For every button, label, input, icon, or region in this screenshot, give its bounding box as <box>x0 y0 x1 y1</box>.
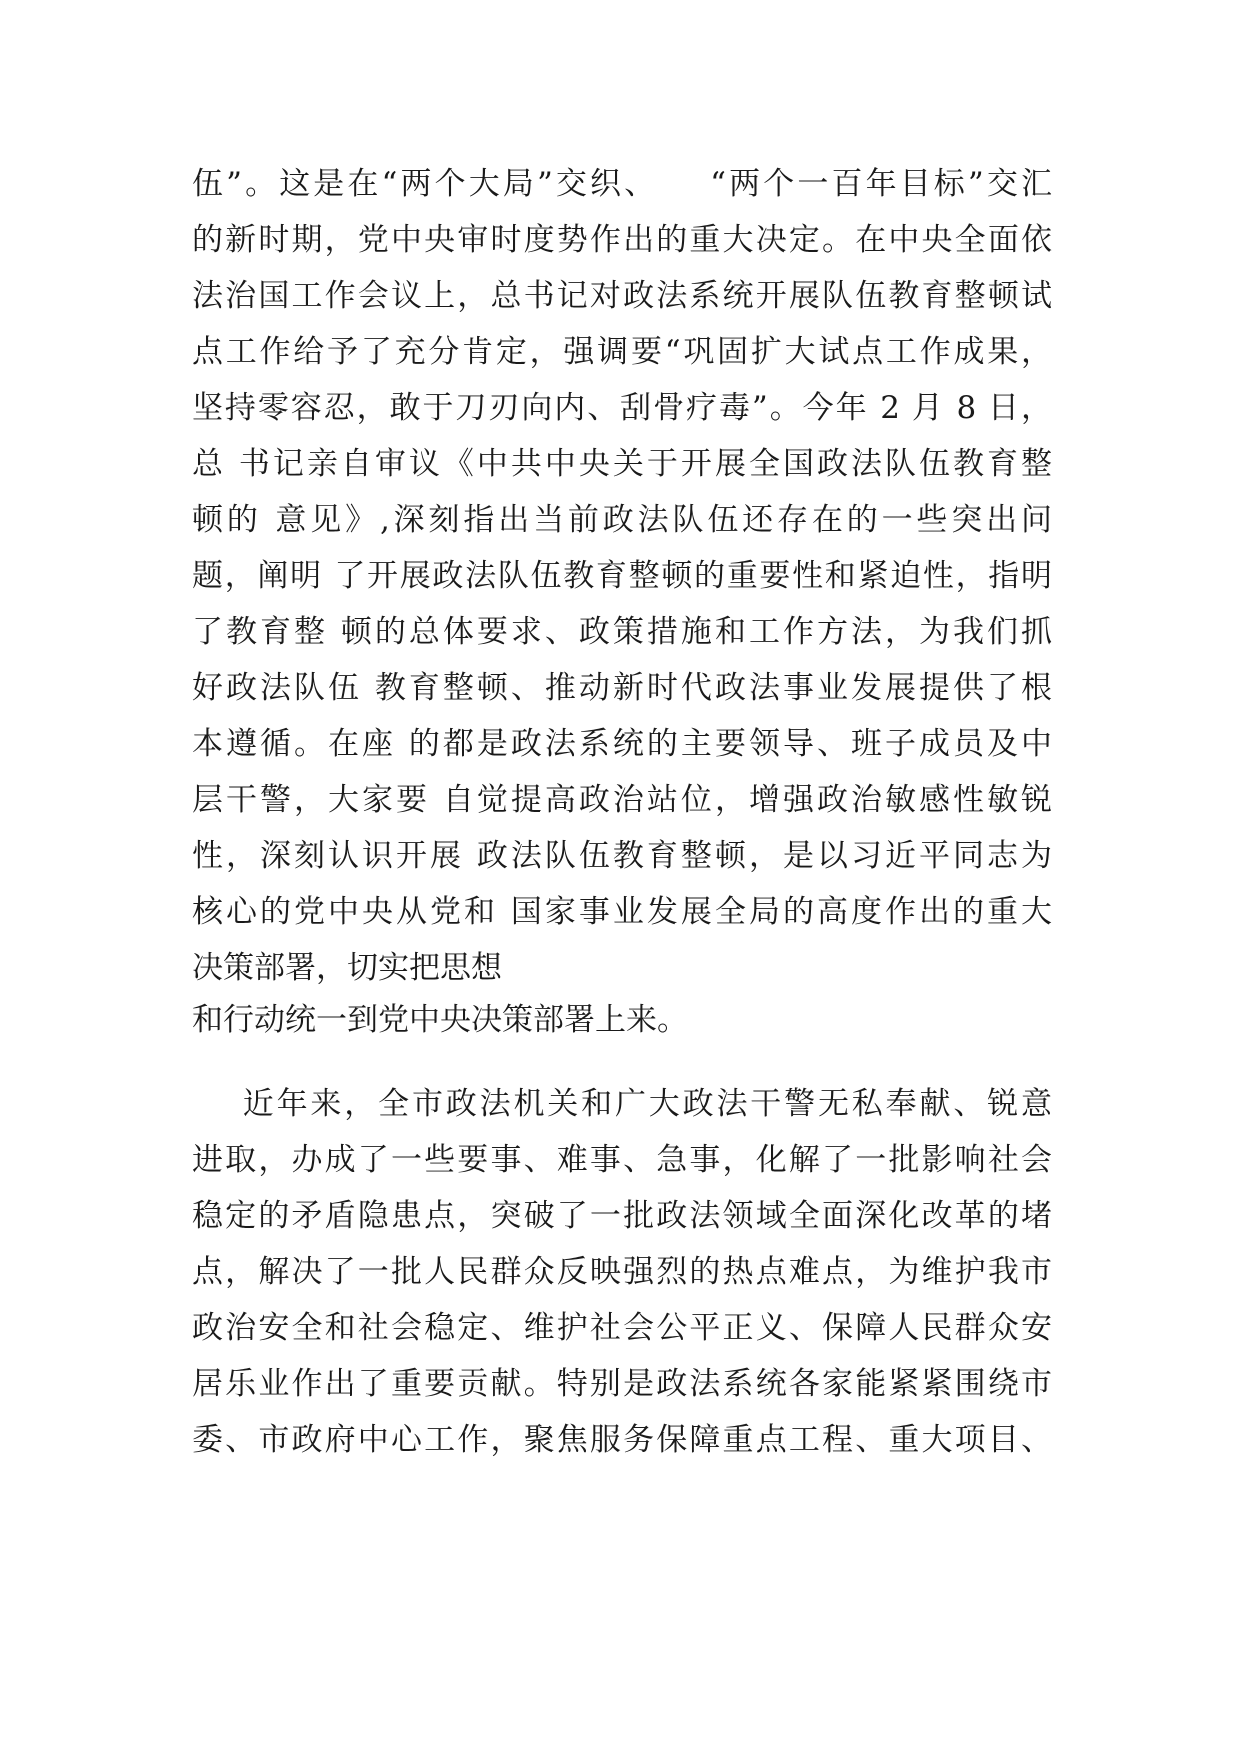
paragraph-1-line-1: 伍”。这是在“两个大局”交织、 “两个一百年目标”交汇 <box>192 166 1052 202</box>
paragraph-1-line-13: 性，深刻认识开展 政法队伍教育整顿，是以习近平同志为 <box>192 838 1052 874</box>
paragraph-2-line-2: 进取，办成了一些要事、难事、急事，化解了一批影响社会 <box>192 1142 1052 1178</box>
paragraph-1-line-14: 核心的党中央从党和 国家事业发展全局的高度作出的重大 <box>192 894 1052 930</box>
paragraph-2-line-7: 委、市政府中心工作，聚焦服务保障重点工程、重大项目、 <box>192 1422 1052 1458</box>
paragraph-1-line-7: 顿的 意见》,深刻指出当前政法队伍还存在的一些突出问 <box>192 502 1052 538</box>
paragraph-1-line-6: 总 书记亲自审议《中共中央关于开展全国政法队伍教育整 <box>192 446 1052 482</box>
paragraph-2-line-5: 政治安全和社会稳定、维护社会公平正义、保障人民群众安 <box>192 1310 1052 1346</box>
paragraph-1-line-9: 了教育整 顿的总体要求、政策措施和工作方法，为我们抓 <box>192 614 1052 650</box>
paragraph-1-line-15: 决策部署，切实把思想 <box>192 950 502 986</box>
paragraph-1-line-3: 法治国工作会议上，总书记对政法系统开展队伍教育整顿试 <box>192 278 1052 314</box>
paragraph-1-line-11: 本遵循。在座 的都是政法系统的主要领导、班子成员及中 <box>192 726 1052 762</box>
paragraph-2-line-3: 稳定的矛盾隐患点，突破了一批政法领域全面深化改革的堵 <box>192 1198 1052 1234</box>
paragraph-1-line-12: 层干警，大家要 自觉提高政治站位，增强政治敏感性敏锐 <box>192 782 1052 818</box>
paragraph-1-line-5: 坚持零容忍，敢于刀刃向内、刮骨疗毒”。今年 2 月 8 日， <box>192 390 1052 426</box>
paragraph-1-line-8: 题，阐明 了开展政法队伍教育整顿的重要性和紧迫性，指明 <box>192 558 1052 594</box>
paragraph-1-line-10: 好政法队伍 教育整顿、推动新时代政法事业发展提供了根 <box>192 670 1052 706</box>
paragraph-1-line-16: 和行动统一到党中央决策部署上来。 <box>192 1002 688 1038</box>
paragraph-1-line-4: 点工作给予了充分肯定，强调要“巩固扩大试点工作成果， <box>192 334 1052 370</box>
paragraph-2-line-4: 点，解决了一批人民群众反映强烈的热点难点，为维护我市 <box>192 1254 1052 1290</box>
paragraph-2-line-1: 近年来，全市政法机关和广大政法干警无私奉献、锐意 <box>192 1086 1052 1122</box>
paragraph-1-line-2: 的新时期，党中央审时度势作出的重大决定。在中央全面依 <box>192 222 1052 258</box>
paragraph-2-line-6: 居乐业作出了重要贡献。特别是政法系统各家能紧紧围绕市 <box>192 1366 1052 1402</box>
